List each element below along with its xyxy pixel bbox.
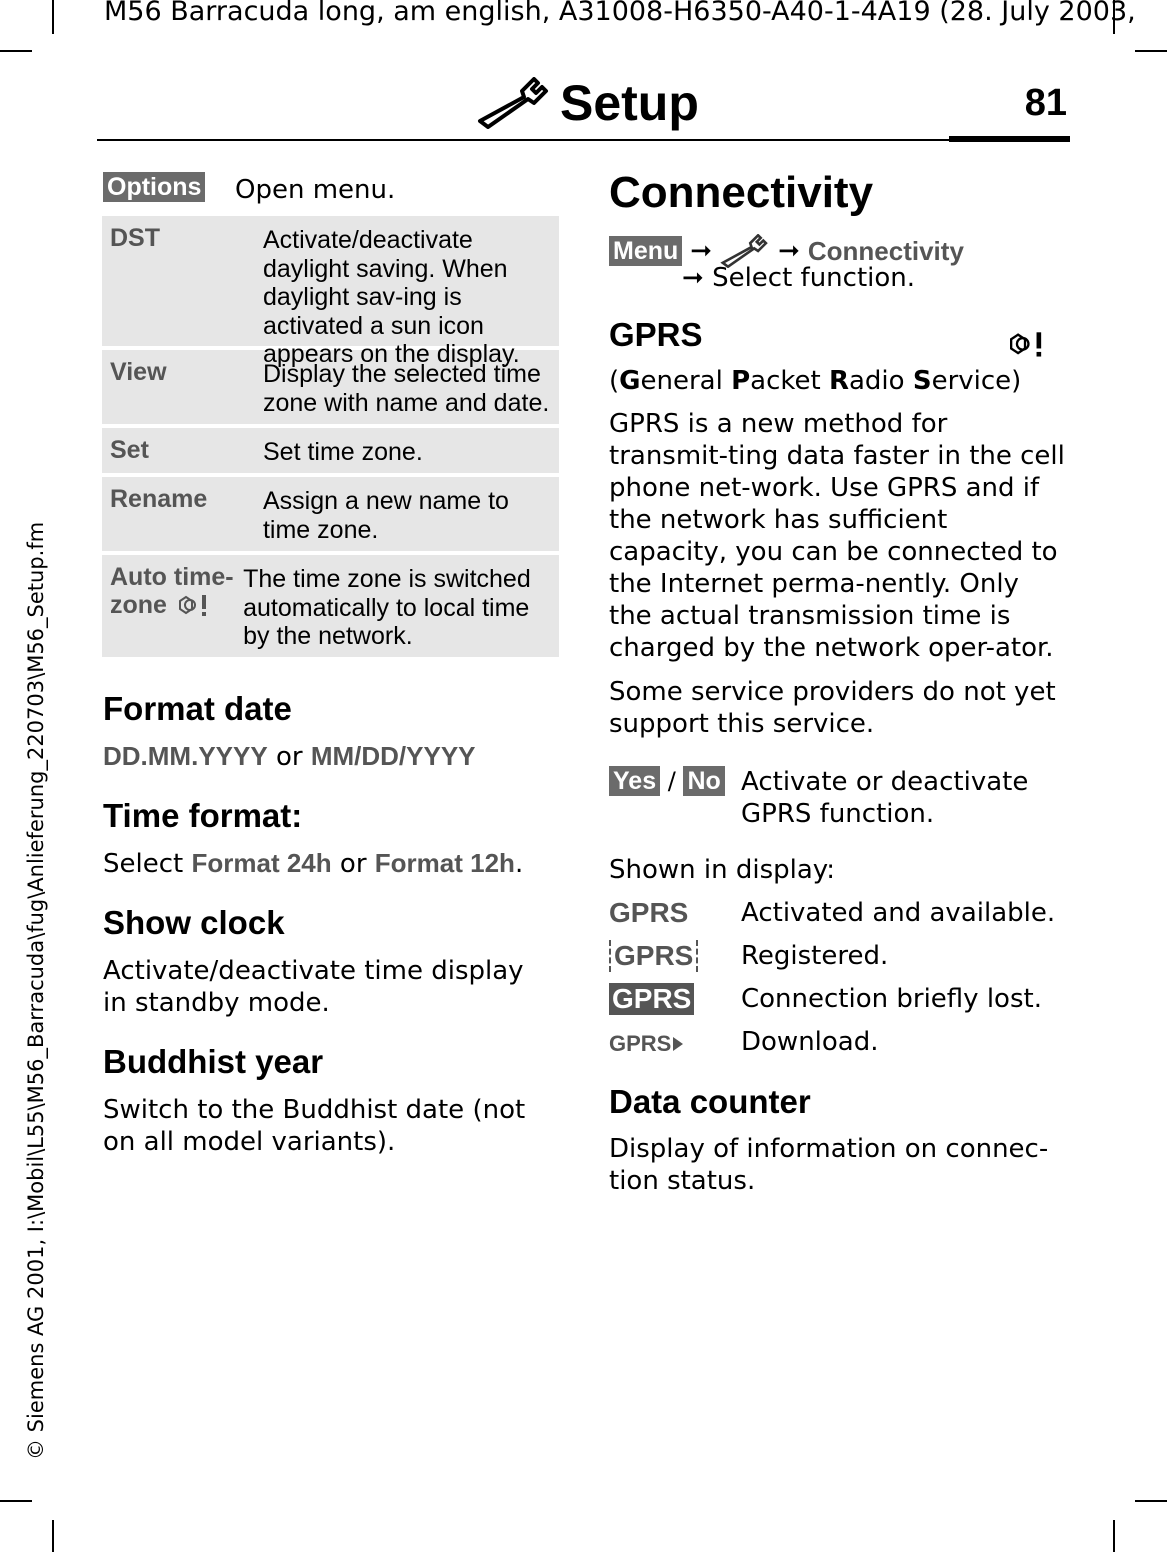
word: eneral bbox=[640, 366, 732, 396]
options-table bbox=[102, 216, 559, 661]
yes-softkey: Yes bbox=[609, 766, 660, 796]
period: . bbox=[514, 849, 524, 879]
format-12h: Format 12h bbox=[374, 848, 515, 878]
header-rule-thick bbox=[949, 136, 1070, 142]
format-date-opt2: MM/DD/YYYY bbox=[310, 741, 476, 771]
select-function bbox=[682, 262, 915, 294]
show-clock-text: Activate/deactivate time display in standby mode. bbox=[103, 956, 524, 1018]
crop-mark bbox=[1135, 1500, 1167, 1502]
running-header: M56 Barracuda long, am english, A31008-H6350-A40-1-4A19 (28. July 2003, bbox=[104, 0, 1136, 27]
option-key: View bbox=[110, 358, 167, 386]
network-service-icon bbox=[1004, 330, 1046, 360]
wrench-icon bbox=[476, 77, 552, 129]
crop-mark bbox=[52, 1520, 54, 1552]
show-clock-title: Show clock bbox=[103, 904, 285, 941]
crop-mark bbox=[0, 1500, 32, 1502]
word: adio bbox=[849, 366, 913, 396]
connectivity-title: Connectivity bbox=[609, 168, 874, 217]
data-counter-title: Data counter bbox=[609, 1083, 811, 1120]
yes-no-keys bbox=[609, 766, 725, 796]
format-24h: Format 24h bbox=[191, 848, 332, 878]
slash: / bbox=[667, 767, 676, 795]
header-rule bbox=[97, 139, 949, 141]
table-row bbox=[102, 477, 559, 551]
option-desc: The time zone is switched automatically to local time by the network. bbox=[243, 565, 531, 650]
gprs-title: GPRS bbox=[609, 316, 703, 353]
buddhist-year-text: Switch to the Buddhist date (not on all model variants). bbox=[103, 1095, 526, 1157]
gprs-state-text: Registered. bbox=[741, 941, 889, 971]
crop-mark bbox=[1113, 1520, 1115, 1552]
gprs-state-text: Download. bbox=[741, 1027, 879, 1057]
options-line bbox=[103, 172, 205, 202]
format-date-title: Format date bbox=[103, 690, 292, 727]
table-row bbox=[102, 216, 559, 368]
play-arrow-icon bbox=[671, 1035, 685, 1053]
letter: P bbox=[731, 366, 751, 396]
crop-mark bbox=[52, 0, 54, 34]
text: Select bbox=[103, 849, 184, 879]
connectivity-menu-item: Connectivity bbox=[807, 235, 964, 266]
gprs-registered-icon: GPRS bbox=[609, 940, 698, 972]
crop-mark bbox=[0, 50, 32, 52]
word: acket bbox=[750, 366, 829, 396]
page-number: 81 bbox=[1024, 82, 1067, 124]
crop-mark bbox=[1135, 50, 1167, 52]
format-date-opt1: DD.MM.YYYY bbox=[103, 741, 268, 771]
or-text: or bbox=[339, 849, 367, 879]
gprs-state-text: Activated and available. bbox=[741, 898, 1056, 928]
word: ervice bbox=[931, 366, 1012, 396]
format-date-options bbox=[103, 740, 476, 773]
gprs-providers-note: Some service providers do not yet support this service. bbox=[609, 677, 1056, 739]
buddhist-year-title: Buddhist year bbox=[103, 1043, 324, 1080]
option-key: Rename bbox=[110, 485, 208, 513]
or-text: or bbox=[275, 742, 303, 772]
page-title-text: Setup bbox=[560, 75, 699, 131]
option-key-text: Auto time-zone bbox=[110, 563, 234, 619]
gprs-active-icon: GPRS bbox=[609, 897, 689, 928]
table-row bbox=[102, 428, 559, 473]
arrow-icon: ➞ bbox=[778, 236, 800, 266]
option-desc: Display the selected time zone with name and date. bbox=[262, 360, 550, 417]
gprs-expansion: (General Packet Radio Service) bbox=[609, 366, 1022, 396]
shown-in-display: Shown in display: bbox=[609, 855, 836, 885]
arrow-icon: ➞ bbox=[690, 236, 713, 266]
no-softkey: No bbox=[683, 766, 724, 796]
option-desc: Activate/deactivate daylight saving. When daylight sav-ing is activated a sun icon appears on the display. bbox=[262, 226, 520, 368]
option-desc: Assign a new name to time zone. bbox=[262, 487, 509, 544]
option-key bbox=[102, 555, 239, 657]
menu-softkey: Menu bbox=[609, 236, 682, 266]
data-counter-text: Display of information on connec-tion status. bbox=[609, 1134, 1049, 1196]
letter: S bbox=[912, 366, 932, 396]
yes-no-text: Activate or deactivate GPRS function. bbox=[741, 767, 1029, 829]
table-row bbox=[102, 350, 559, 424]
options-softkey: Options bbox=[103, 172, 205, 202]
gprs-download-label: GPRS bbox=[609, 1031, 672, 1056]
letter: R bbox=[828, 366, 849, 396]
gprs-state-text: Connection briefly lost. bbox=[741, 984, 1042, 1014]
option-desc: Set time zone. bbox=[262, 438, 423, 466]
page-title bbox=[476, 74, 699, 132]
select-function-text: Select function. bbox=[712, 263, 916, 293]
side-footer: © Siemens AG 2001, I:\Mobil\L55\M56_Barracuda\fug\Anlieferung_220703\M56_Setup.fm bbox=[24, 521, 48, 1460]
option-key: Set bbox=[110, 436, 149, 464]
time-format-title: Time format: bbox=[103, 797, 303, 834]
gprs-description: GPRS is a new method for transmit-ting data faster in the cell phone net-work. Use GPRS and if the network has sufficient capacity, you can be connected to the Internet perma-nently. Only the actual transmission time is charged by the network oper-ator. bbox=[609, 409, 1065, 663]
gprs-download-icon bbox=[609, 1031, 685, 1057]
gprs-lost-icon: GPRS bbox=[609, 983, 694, 1015]
time-format-text bbox=[103, 847, 523, 880]
table-row bbox=[102, 555, 559, 657]
options-text: Open menu. bbox=[235, 175, 396, 205]
option-key: DST bbox=[110, 224, 160, 252]
letter: G bbox=[619, 366, 641, 396]
network-service-icon bbox=[174, 593, 210, 619]
arrow-icon: ➞ bbox=[682, 263, 713, 293]
